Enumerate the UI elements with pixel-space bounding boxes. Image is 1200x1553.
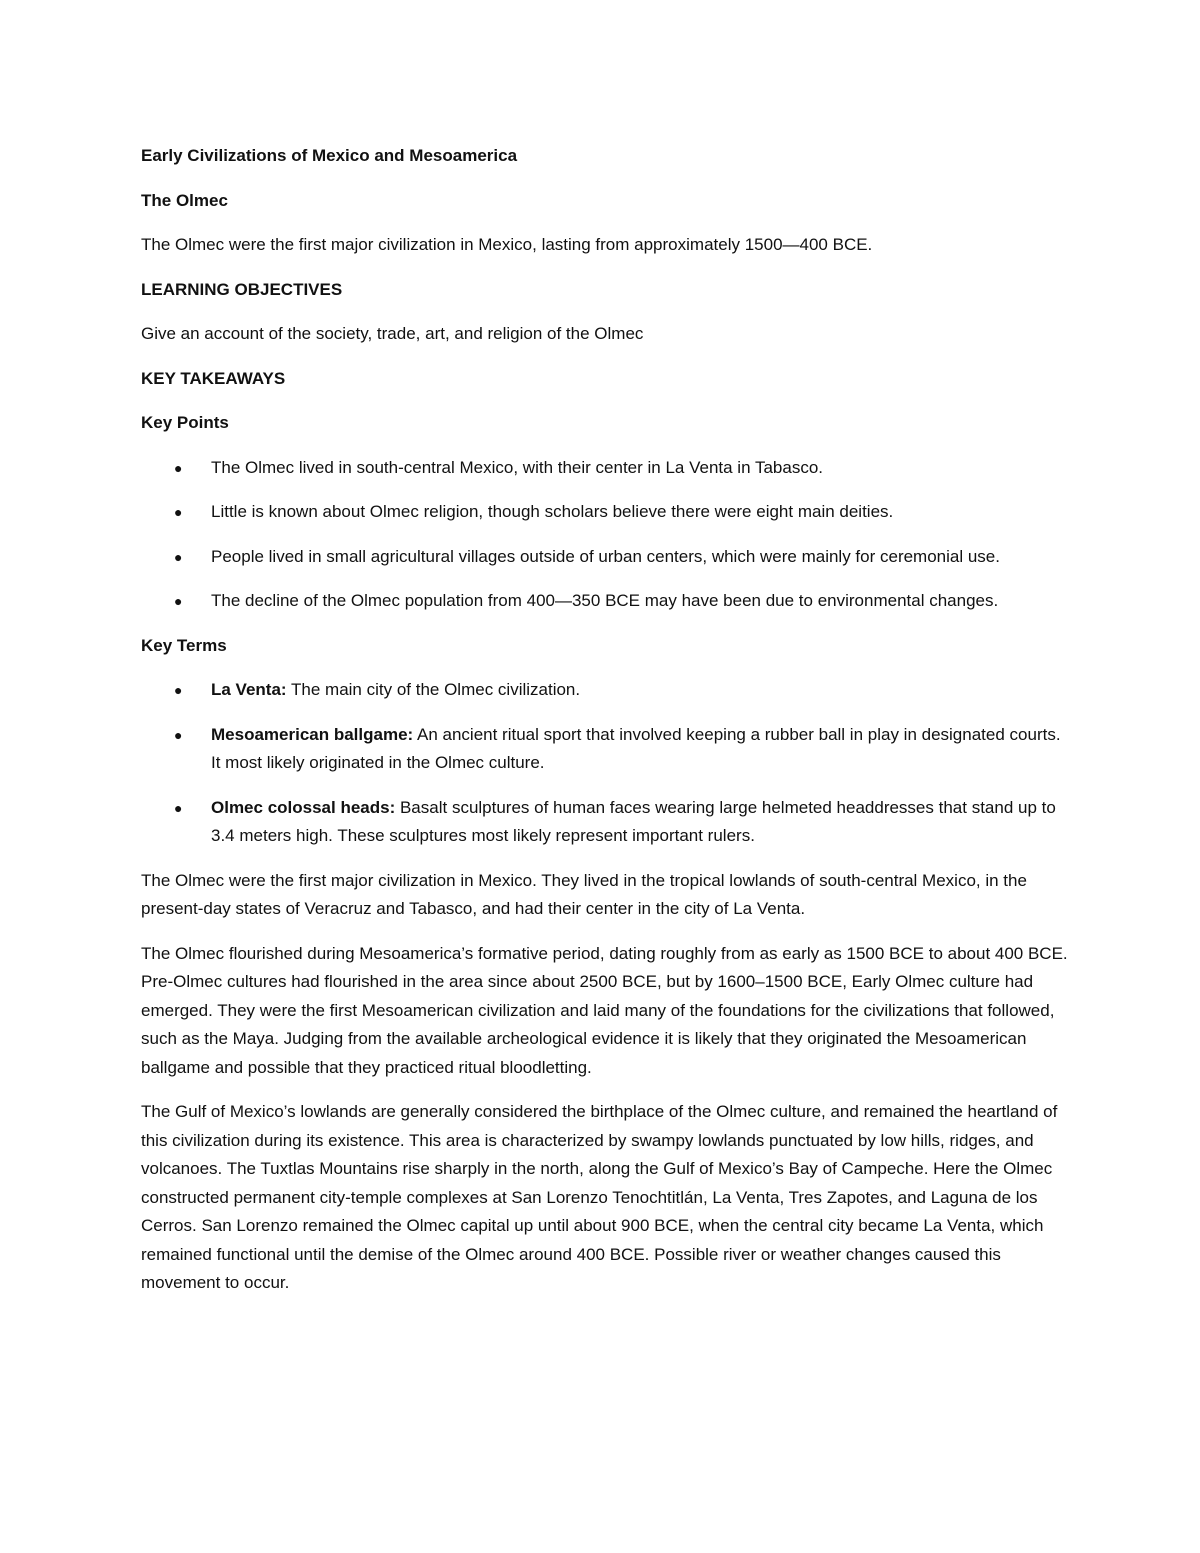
bullet-icon: ● <box>174 504 183 520</box>
key-points-list <box>141 454 1071 616</box>
key-point-text: The Olmec lived in south-central Mexico, with their center in La Venta in Tabasco. <box>211 457 823 477</box>
document-page <box>141 142 1071 1314</box>
section-title: The Olmec <box>141 190 228 210</box>
key-term-name: La Venta: <box>211 680 287 699</box>
key-terms-list <box>141 676 1071 851</box>
key-points-heading: Key Points <box>141 413 229 432</box>
key-term-definition: An ancient ritual sport that involved keeping a rubber ball in play in designated courts. It most likely originated in the Olmec culture. <box>211 724 1061 772</box>
bullet-icon: ● <box>174 726 183 743</box>
list-item <box>141 543 1071 572</box>
key-term-definition: Basalt sculptures of human faces wearing large helmeted headdresses that stand up to 3.4 meters high. These sculptures most likely represent important rulers. <box>211 797 1056 845</box>
objective-text: Give an account of the society, trade, art, and religion of the Olmec <box>141 324 644 343</box>
key-point-text: Little is known about Olmec religion, though scholars believe there were eight main deities. <box>211 502 894 521</box>
list-item <box>141 498 1071 527</box>
bullet-icon: ● <box>174 799 183 816</box>
list-item <box>141 587 1071 616</box>
key-terms-heading: Key Terms <box>141 635 227 655</box>
bullet-icon: ● <box>174 459 183 476</box>
list-item <box>141 454 1071 483</box>
bullet-icon: ● <box>174 593 183 609</box>
objectives-heading: LEARNING OBJECTIVES <box>141 279 343 299</box>
key-term-name: Olmec colossal heads: <box>211 797 396 817</box>
list-item <box>141 676 1071 705</box>
key-term-definition: The main city of the Olmec civilization. <box>286 680 581 699</box>
list-item <box>141 794 1071 851</box>
body-paragraph: The Olmec were the first major civilization in Mexico. They lived in the tropical lowlands of south-central Mexico, in the present-day states of Veracruz and Tabasco, and had their center in the city of La Venta. <box>141 870 1027 918</box>
takeaways-heading: KEY TAKEAWAYS <box>141 368 286 388</box>
bullet-icon: ● <box>174 682 183 698</box>
body-paragraph: The Gulf of Mexico’s lowlands are generally considered the birthplace of the Olmec culture, and remained the heartland of this civilization during its existence. This area is characterized by swampy lowlands punctuated by low hills, ridges, and volcanoes. The Tuxtlas Mountains rise sharply in the north, along the Gulf of Mexico’s Bay of Campeche. Here the Olmec constructed permanent city-temple complexes at San Lorenzo Tenochtitlán, La Venta, Tres Zapotes, and Laguna de los Cerros. San Lorenzo remained the Olmec capital up until about 900 BCE, when the central city became La Venta, which remained functional until the demise of the Olmec around 400 BCE. Possible river or weather changes caused this movement to occur. <box>141 1102 1058 1292</box>
key-term-name: Mesoamerican ballgame: <box>211 724 414 744</box>
body-paragraph: The Olmec flourished during Mesoamerica’s formative period, dating roughly from as early as 1500 BCE to about 400 BCE. Pre-Olmec cultures had flourished in the area since about 2500 BCE, but by 1600–1500 BCE, Early Olmec culture had emerged. They were the first Mesoamerican civilization and laid many of the foundations for the civilizations that followed, such as the Maya. Judging from the available archeological evidence it is likely that they originated the Mesoamerican ballgame and possible that they practiced ritual bloodletting. <box>141 943 1068 1077</box>
intro-paragraph: The Olmec were the first major civilization in Mexico, lasting from approximately 1500—400 BCE. <box>141 235 873 254</box>
bullet-icon: ● <box>174 548 183 565</box>
key-point-text: The decline of the Olmec population from 400—350 BCE may have been due to environmental changes. <box>211 591 999 610</box>
list-item <box>141 721 1071 778</box>
document-title: Early Civilizations of Mexico and Mesoamerica <box>141 146 518 165</box>
key-point-text: People lived in small agricultural villages outside of urban centers, which were mainly for ceremonial use. <box>211 546 1000 566</box>
